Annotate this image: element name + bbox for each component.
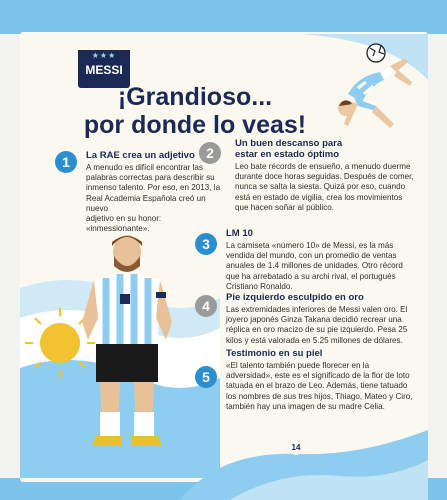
headline-line-2: por donde lo veas! (83, 111, 307, 139)
bicycle-kick-illustration (318, 36, 428, 146)
fact-number-badge: 1 (55, 151, 77, 173)
fact-body: A menudo es difícil encontrar las palabras correctas para describir su inmenso talento. Por eso, en 2013, la Real Academia Española creó un nuevo adjetivo en su honor: «inmessionante». (86, 163, 221, 234)
headline-line-1: ¡Grandioso... (117, 83, 273, 111)
fact-body: La camiseta «número 10» de Messi, es la más vendida del mundo, con un promedio de ventas anuales de 1.4 millones de unidades. Otro récord que ha arrebatado a su archi rival, el portugués Cristiano Ronaldo. (226, 241, 403, 291)
fact-body: «El talento también puede florecer en la adversidad», este es el significado de la flor de loto tatuada en el brazo de Leo. Además, tiene tatuado los nombres de sus tres hijos, Thiago, Mateo y Ciro, también hay una imagen de su madre Celia. (226, 361, 413, 411)
decorative-wave-bottom (0, 420, 447, 500)
fact-number-badge: 4 (195, 295, 217, 317)
fact-title: Un buen descanso para estar en estado óptimo (235, 138, 343, 160)
fact-title: Testimonio en su piel (226, 348, 323, 359)
fact-3 (226, 228, 416, 292)
star-icons: ★★★ (91, 51, 117, 60)
fact-title: La RAE crea un adjetivo (86, 150, 195, 161)
fact-title: Pie izquierdo esculpido en oro (226, 292, 364, 303)
fact-title: LM 10 (226, 228, 253, 239)
page-number: 14 (289, 441, 303, 455)
fact-number-badge: 5 (195, 366, 217, 388)
fact-number-badge: 3 (195, 233, 217, 255)
page-headline (60, 83, 330, 139)
section-name: MESSI (85, 63, 123, 77)
fact-5 (226, 348, 416, 412)
fact-4 (226, 292, 416, 346)
fact-body: Leo bate récords de ensueño, a menudo duerme durante doce horas seguidas. Después de comer, nunca se salta la siesta. Quizá por eso, cuando está en estado de vigilia, crea los movimientos que hacen soñar al público. (235, 162, 414, 212)
fact-body: Las extremidades inferiores de Messi valen oro. El joyero japonés Ginza Takana decidió recrear una réplica en oro macizo de su pie izquierdo. Pesa 25 kilos y está valorada en 5.25 millones de dólares. (226, 305, 408, 345)
fact-2 (235, 138, 415, 213)
fact-number-badge: 2 (199, 142, 221, 164)
